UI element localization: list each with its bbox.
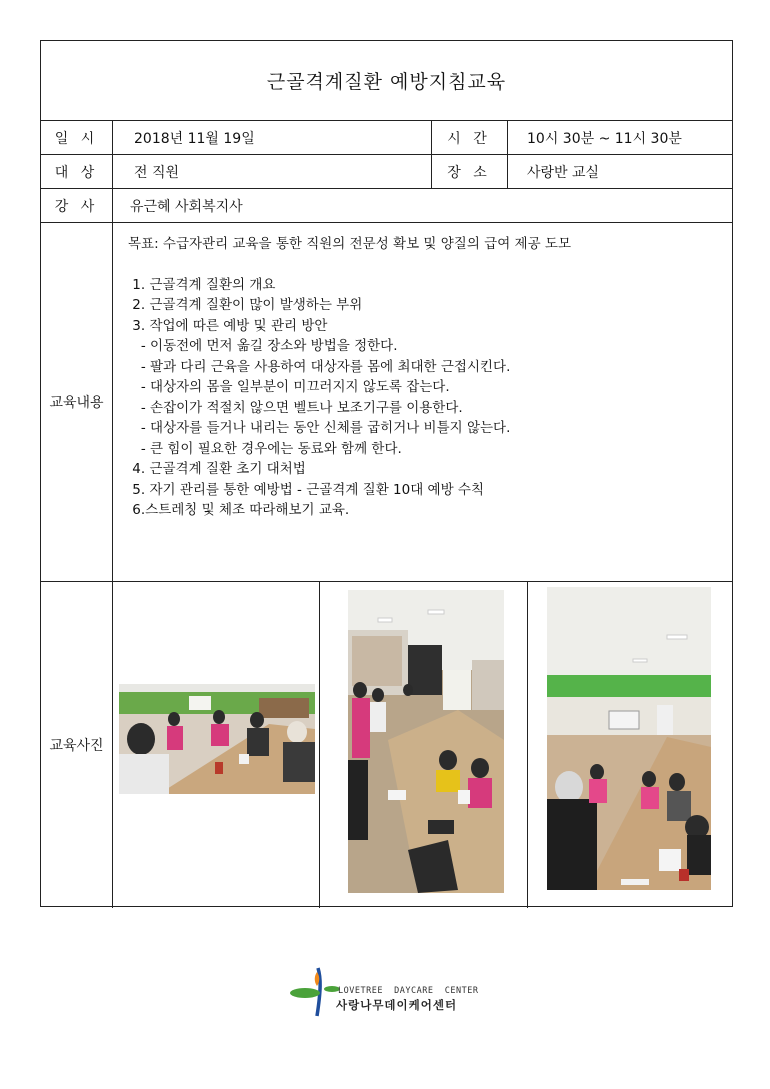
content-line: 2. 근골격계 질환이 많이 발생하는 부위: [128, 297, 363, 313]
content-line: 4. 근골격계 질환 초기 대처법: [128, 461, 306, 477]
photos-label: 교육사진: [49, 738, 104, 754]
lecturer-value: 유근혜 사회복지사: [112, 189, 732, 223]
content-line: - 큰 힘이 필요한 경우에는 동료와 함께 한다.: [128, 440, 402, 457]
education-photo-3: [547, 587, 711, 890]
content-line: - 대상자의 몸을 일부분이 미끄러지지 않도록 잡는다.: [128, 379, 450, 395]
place-label: 장 소: [431, 155, 507, 189]
lecturer-label: 강 사: [41, 189, 112, 223]
content-line: 6.스트레칭 및 체조 따라해보기 교육.: [128, 502, 350, 518]
target-value: 전 직원: [112, 155, 431, 189]
content-line: - 이동전에 먼저 옮길 장소와 방법을 정한다.: [128, 338, 398, 354]
content-line: 1. 근골격계 질환의 개요: [128, 276, 276, 293]
content-list: [128, 275, 732, 521]
education-photo-1: [119, 684, 315, 794]
date-value: 2018년 11월 19일: [112, 121, 431, 155]
content-line: 5. 자기 관리를 통한 예방법 - 근골격계 질환 10대 예방 수칙: [128, 481, 484, 498]
logo-korean-text: 사랑나무데이케어센터: [336, 998, 458, 1012]
document-title: 근골격계질환 예방지침교육: [41, 41, 732, 121]
logo-english-text: LOVETREE DAYCARE CENTER: [338, 986, 479, 996]
date-label: 일 시: [41, 121, 112, 155]
content-goal: 목표: 수급자관리 교육을 통한 직원의 전문성 확보 및 양질의 급여 제공 도모: [128, 236, 571, 252]
content-line: - 대상자를 들거나 내리는 동안 신체를 굽히거나 비틀지 않는다.: [128, 420, 511, 436]
content-body: [112, 223, 732, 582]
content-label: 교육내용: [41, 223, 112, 582]
time-label: 시 간: [431, 121, 507, 155]
document-frame: [40, 40, 733, 907]
education-photo-2: [348, 590, 504, 893]
content-line: 3. 작업에 따른 예방 및 관리 방안: [128, 317, 328, 334]
center-logo: [290, 964, 510, 1020]
content-line: - 손잡이가 적절치 않으면 벨트나 보조기구를 이용한다.: [128, 399, 463, 416]
target-label: 대 상: [41, 155, 112, 189]
content-line: - 팔과 다리 근육을 사용하여 대상자를 몸에 최대한 근접시킨다.: [128, 358, 511, 375]
place-value: 사랑반 교실: [507, 155, 732, 189]
time-value: 10시 30분 ~ 11시 30분: [507, 121, 732, 155]
